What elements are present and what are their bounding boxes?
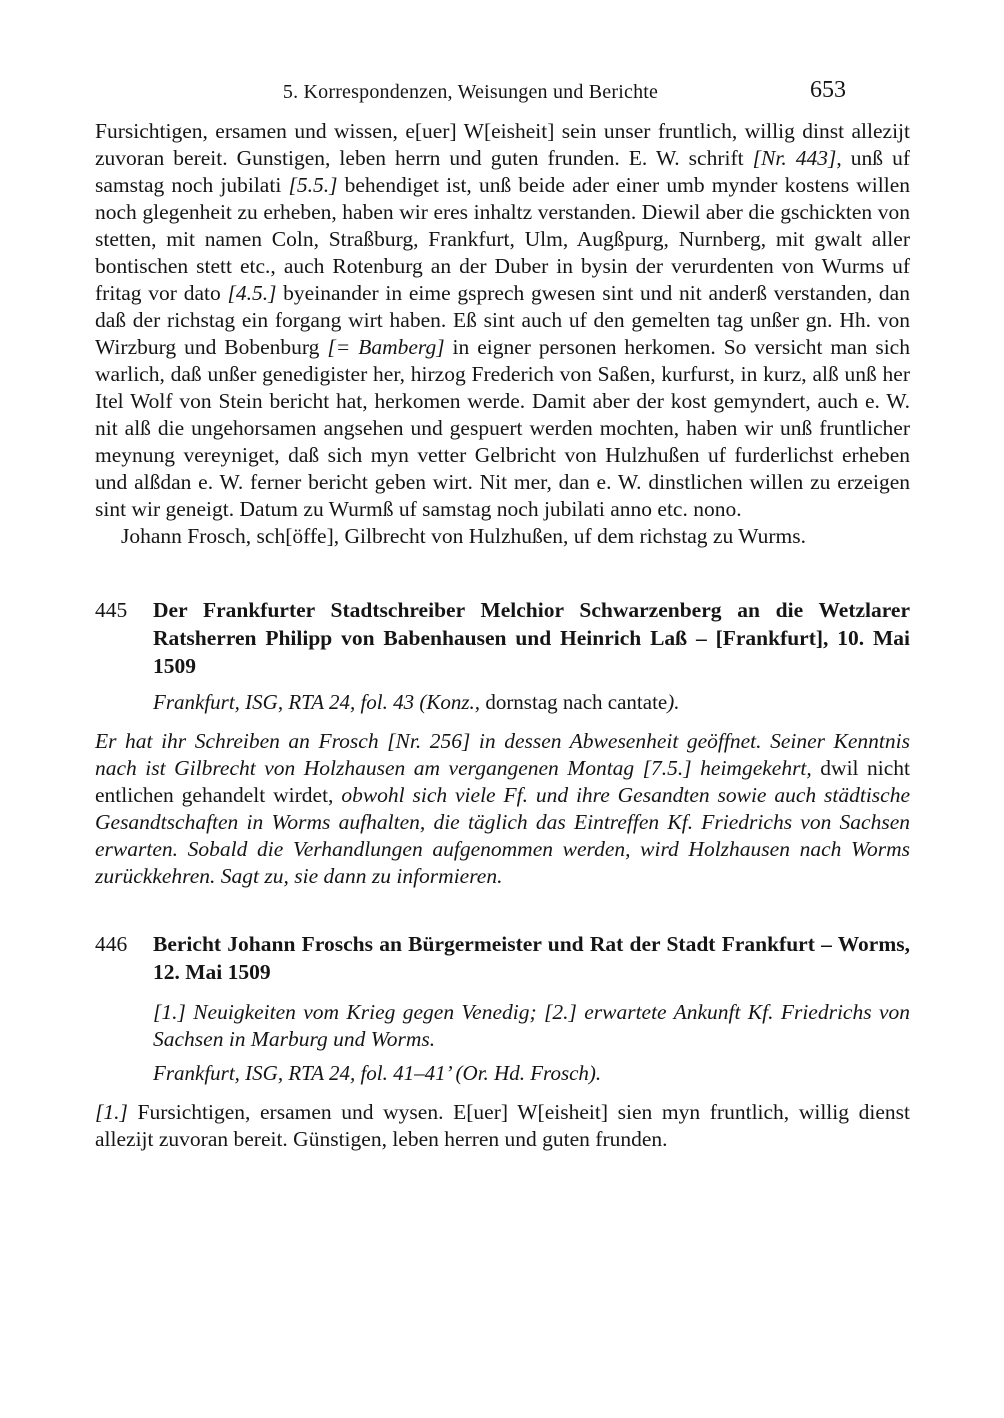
entry-445-heading	[95, 596, 910, 680]
letter-signature-paragraph	[95, 523, 910, 550]
entry-445-source-line	[153, 689, 910, 716]
text-run: Frankfurt, ISG, RTA 24, fol. 41–41’ (Or. Hd. Frosch).	[153, 1061, 602, 1085]
text-block	[95, 78, 910, 1153]
text-run: [1.] Neuigkeiten vom Krieg gegen Venedig; [2.] erwartete Ankunft Kf. Friedrichs von Sachsen in Marburg und Worms.	[153, 1000, 910, 1051]
text-run: [4.5.]	[227, 281, 277, 305]
text-run: behendiget ist, unß beide ader einer umb mynder kostens willen noch glegenheit zu erheben, haben wir eres inhaltz verstanden. Diewil aber die gschickten von stetten, mit namen Coln, Straßburg, Frankfurt, Ulm, Augßpurg, Nurnberg, mit gwalt aller bontischen stett etc., auch Rotenburg an der Duber in bysin der verurdenten von Wurms uf fritag vor dato	[95, 173, 911, 305]
text-run: Frankfurt, ISG, RTA 24, fol. 43 (Konz.,	[153, 690, 486, 714]
running-head-title: 5. Korrespondenzen, Weisungen und Berichte	[282, 81, 659, 103]
entry-445-number: 445	[95, 598, 128, 622]
text-run: [1.]	[95, 1100, 138, 1124]
entry-445-title: Der Frankfurter Stadtschreiber Melchior Schwarzenberg an die Wetzlarer Ratsherren Philipp von Babenhausen und Heinrich Laß – [Frankfurt], 10. Mai 1509	[153, 598, 910, 678]
text-run: Fursichtigen, ersamen und wissen, e[uer] W[eisheit] sein unser fruntlich, willig dinst allezijt zuvoran bereit. Gunstigen, leben herrn und guten frunden. E. W. schrift	[95, 119, 910, 170]
text-run: [Nr. 443]	[752, 146, 837, 170]
page-number: 653	[810, 77, 846, 103]
text-run: byeinander in eime gsprech gwesen sint und nit anderß verstanden, dan daß der richstag ein forgang wirt haben. Eß sint auch uf den gemelten tag unßer gn. Hh. von Wirzburg und Bobenburg	[95, 281, 910, 359]
entry-446	[95, 930, 910, 1153]
text-run: [5.5.]	[288, 173, 338, 197]
text-run: dornstag nach cantate	[485, 690, 668, 714]
text-run: Johann Frosch, sch[öffe], Gilbrecht von Hulzhußen, uf dem richstag zu Wurms.	[121, 524, 806, 548]
text-run: dwil nicht entlichen gehandelt wirdet,	[95, 756, 911, 807]
text-run: Fursichtigen, ersamen und wysen. E[uer] W[eisheit] sien myn fruntlich, willig dienst allezijt zuvoran bereit. Günstigen, leben herren und guten frunden.	[95, 1100, 910, 1151]
text-run: in eigner personen herkomen. So versicht man sich warlich, daß unßer genedigister her, hirzog Frederich von Saßen, kurfurst, in kurz, alß unß her Itel Wolf von Stein bericht hat, herkomen werde. Damit aber der kost gemyndert, auch e. W. nit alß die ungehorsamen angsehen und gespuert werden mochten, haben wir unß fruntlicher meynung vereyniget, daß sich myn vetter Gelbricht von Hulzhußen uf furderlichst erheben und alßdan e. W. ferner bericht geben wirt. Nit mer, dan e. W. dinstlichen willen zu erzeigen sint wir geneigt. Datum zu Wurmß uf samstag noch jubilati anno etc. nono.	[95, 335, 910, 521]
text-run: ).	[667, 690, 680, 714]
entry-446-body-paragraph	[95, 1099, 910, 1153]
entry-446-number: 446	[95, 932, 128, 956]
entry-445	[95, 596, 910, 890]
entry-446-heading	[95, 930, 910, 986]
text-run: Er hat ihr Schreiben an Frosch [Nr. 256] in dessen Abwesenheit geöffnet. Seiner Kenntnis nach ist Gilbrecht von Holzhausen am vergangenen Montag [7.5.] heimgekehrt,	[95, 729, 910, 780]
entry-446-source-line	[153, 1060, 910, 1087]
text-run: [= Bamberg]	[327, 335, 445, 359]
entry-445-summary-paragraph	[95, 728, 910, 890]
entry-446-regest-paragraph	[153, 999, 910, 1053]
text-run: , unß uf samstag noch jubilati	[95, 146, 911, 197]
text-run: obwohl sich viele Ff. und ihre Gesandten sowie auch städtische Gesandtschaften in Worms aufhalten, die täglich das Eintreffen Kf. Friedrichs von Sachsen erwarten. Sobald die Verhandlungen aufgenommen werden, wird Holzhausen nach Worms zurückkehren. Sagt zu, sie dann zu informieren.	[95, 783, 910, 888]
letter-body-paragraph	[95, 118, 910, 523]
entry-446-title: Bericht Johann Froschs an Bürgermeister und Rat der Stadt Frankfurt – Worms, 12. Mai 1509	[153, 932, 910, 984]
running-head	[95, 78, 846, 106]
